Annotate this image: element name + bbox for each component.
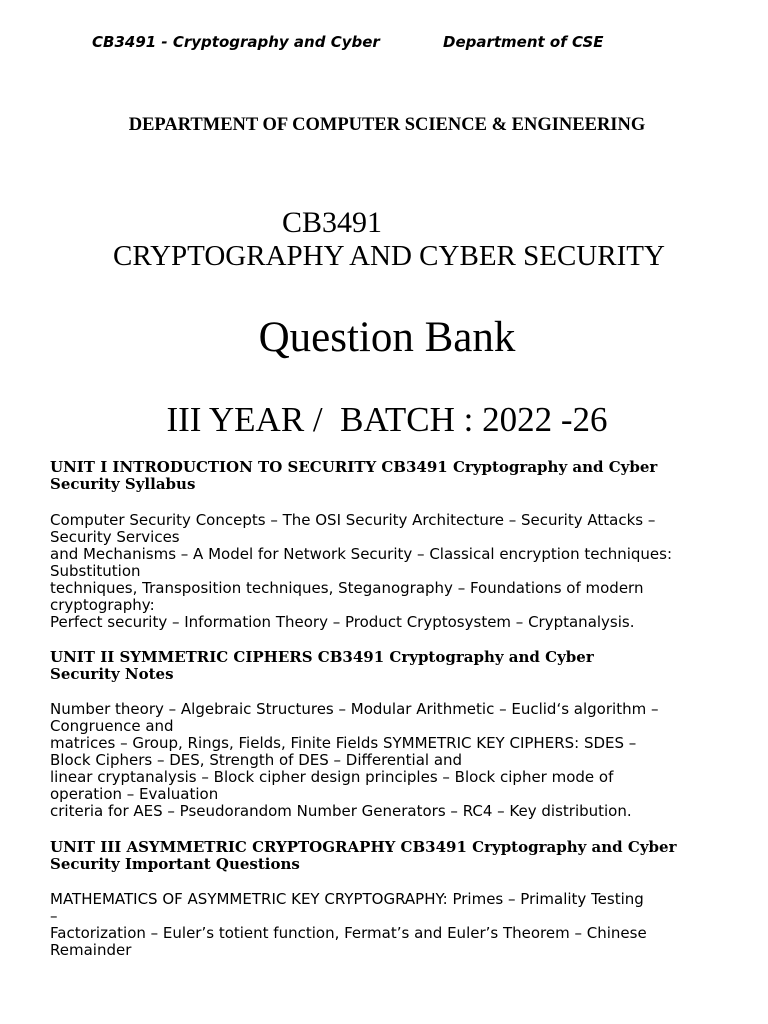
document-title: Question Bank — [258, 314, 516, 361]
unit-1-text-line: cryptography: — [50, 596, 155, 614]
unit-3-heading-line: UNIT III ASYMMETRIC CRYPTOGRAPHY CB3491 Cryptography and Cyber — [50, 838, 677, 856]
unit-2-body — [50, 701, 730, 820]
unit-1-body — [50, 512, 730, 631]
course-title: CRYPTOGRAPHY AND CYBER SECURITY — [113, 240, 665, 272]
unit-2-section — [50, 649, 730, 683]
unit-1-heading-line: UNIT I INTRODUCTION TO SECURITY CB3491 Cryptography and Cyber — [50, 458, 658, 476]
unit-2-text-line: Congruence and — [50, 717, 174, 735]
unit-2-text-line: Block Ciphers – DES, Strength of DES – Differential and — [50, 751, 463, 769]
unit-3-text-line: MATHEMATICS OF ASYMMETRIC KEY CRYPTOGRAPHY: Primes – Primality Testing — [50, 890, 644, 908]
year-batch: III YEAR / BATCH : 2022 -26 — [166, 400, 608, 439]
unit-3-text-line: – — [50, 907, 58, 925]
unit-2-text-line: operation – Evaluation — [50, 785, 219, 803]
unit-1-text-line: Security Services — [50, 528, 180, 546]
unit-3-body — [50, 891, 730, 959]
unit-3-heading-line: Security Important Questions — [50, 855, 300, 873]
unit-2-text-line: Number theory – Algebraic Structures – Modular Arithmetic – Euclid‘s algorithm – — [50, 700, 659, 718]
unit-1-heading-line: Security Syllabus — [50, 475, 196, 493]
header-course: CB3491 - Cryptography and Cyber — [92, 33, 380, 51]
unit-1-section — [50, 459, 730, 493]
unit-3-text-line: Remainder — [50, 941, 132, 959]
unit-3-section — [50, 839, 730, 873]
unit-2-text-line: criteria for AES – Pseudorandom Number Generators – RC4 – Key distribution. — [50, 802, 632, 820]
course-code: CB3491 — [282, 206, 383, 239]
unit-1-text-line: Computer Security Concepts – The OSI Security Architecture – Security Attacks – — [50, 511, 656, 529]
header-department: Department of CSE — [443, 33, 604, 51]
unit-1-text-line: and Mechanisms – A Model for Network Security – Classical encryption techniques: — [50, 545, 673, 563]
unit-2-heading-line: UNIT II SYMMETRIC CIPHERS CB3491 Cryptography and Cyber — [50, 648, 594, 666]
unit-1-text-line: techniques, Transposition techniques, Steganography – Foundations of modern — [50, 579, 644, 597]
department-heading: DEPARTMENT OF COMPUTER SCIENCE & ENGINEERING — [128, 115, 646, 135]
unit-2-heading-line: Security Notes — [50, 665, 174, 683]
unit-3-text-line: Factorization – Euler’s totient function, Fermat’s and Euler’s Theorem – Chinese — [50, 924, 647, 942]
unit-1-text-line: Substitution — [50, 562, 141, 580]
unit-2-text-line: matrices – Group, Rings, Fields, Finite Fields SYMMETRIC KEY CIPHERS: SDES – — [50, 734, 637, 752]
unit-1-text-line: Perfect security – Information Theory – Product Cryptosystem – Cryptanalysis. — [50, 613, 635, 631]
unit-2-text-line: linear cryptanalysis – Block cipher design principles – Block cipher mode of — [50, 768, 614, 786]
